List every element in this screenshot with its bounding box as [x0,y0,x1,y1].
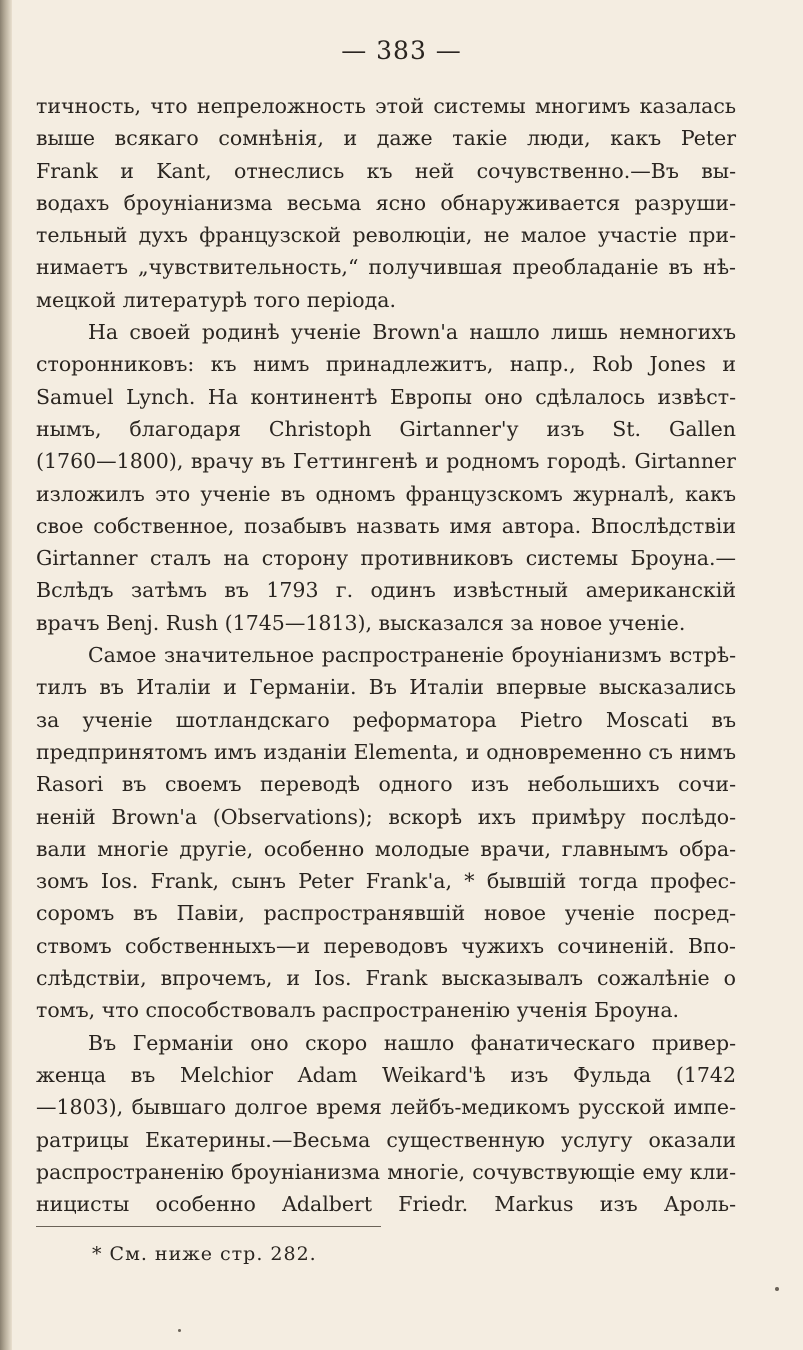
text-line: слѣдствіи, впрочемъ, и Ios. Frank высказывалъ сожалѣніе о [36,966,736,991]
text-line: распространенію броуніанизма многіе, сочувствующіе ему кли- [36,1159,736,1184]
text-line: Вслѣдъ затѣмъ въ 1793 г. одинъ извѣстный американскій [36,578,736,603]
text-line: нимаетъ „чувствительность,“ получившая преобладаніе въ нѣ- [36,255,736,280]
text-line: выше всякаго сомнѣнія, и даже такіе люди, какъ Peter [36,126,736,151]
footnote-divider [36,1226,381,1227]
paragraph-first-line: Въ Германіи оно скоро нашло фанатическаго привер- [88,1030,736,1055]
text-line: тилъ въ Италіи и Германіи. Въ Италіи впервые высказались [36,675,736,700]
text-line: Samuel Lynch. На континентѣ Европы оно сдѣлалось извѣст- [36,384,736,409]
text-line: —1803), бывшаго долгое время лейбъ-медикомъ русской импе- [36,1095,736,1120]
footnote: * См. ниже стр. 282. [92,1243,317,1265]
text-line: ствомъ собственныхъ—и переводовъ чужихъ сочиненій. Впо- [36,933,736,958]
text-line: томъ, что способствовалъ распространенію ученія Броуна. [36,998,680,1023]
text-line: за ученіе шотландскаго реформатора Pietro Moscati въ [36,707,736,732]
ink-speck [178,1329,181,1332]
text-line: (1760—1800), врачу въ Геттингенѣ и родномъ городѣ. Girtanner [36,449,736,474]
text-line: водахъ броуніанизма весьма ясно обнаруживается разруши- [36,190,736,215]
text-line: сторонниковъ: къ нимъ принадлежитъ, напр., Rob Jones и [36,352,736,377]
text-line: женца въ Melchior Adam Weikard'ѣ изъ Фульда (1742 [36,1062,736,1087]
text-line: мецкой литературѣ того періода. [36,287,396,312]
body-text [36,90,736,1220]
paragraph-first-line: Самое значительное распространеніе броуніанизмъ встрѣ- [88,643,736,668]
page-number-header: — 383 — [341,36,462,65]
text-line: тельный духъ французской революціи, не малое участіе при- [36,223,736,248]
text-line: вали многіе другіе, особенно молодые врачи, главнымъ обра- [36,836,736,861]
text-line: Frank и Kant, отнеслись къ ней сочувственно.—Въ вы- [36,158,736,183]
text-line: врачъ Benj. Rush (1745—1813), высказался за новое ученіе. [36,610,686,635]
text-line: ратрицы Екатерины.—Весьма существенную услугу оказали [36,1127,736,1152]
text-line: изложилъ это ученіе въ одномъ французскомъ журналѣ, какъ [36,481,736,506]
book-spine-shadow [0,0,12,1350]
ink-speck [775,1287,779,1291]
text-line: Rasori въ своемъ переводѣ одного изъ небольшихъ сочи- [36,772,736,797]
paragraph-first-line: На своей родинѣ ученіе Brown'а нашло лишь немногихъ [88,320,736,345]
text-line: неній Brown'а (Observations); вскорѣ ихъ примѣру послѣдо- [36,804,736,829]
text-line: зомъ Ios. Frank, сынъ Peter Frank'а, * бывшій тогда профес- [36,869,736,894]
text-line: свое собственное, позабывъ назвать имя автора. Впослѣдствіи [36,513,736,538]
text-line: нымъ, благодаря Christoph Girtanner'у изъ St. Gallen [36,416,736,441]
text-line: ницисты особенно Adalbert Friedr. Markus изъ Ароль- [36,1192,736,1217]
text-line: Girtanner сталъ на сторону противниковъ системы Броуна.— [36,546,736,571]
text-line: предпринятомъ имъ изданіи Elementa, и одновременно съ нимъ [36,739,736,764]
text-line: тичность, что непреложность этой системы многимъ казалась [36,94,736,118]
text-line: соромъ въ Павіи, распространявшій новое ученіе посред- [36,901,736,926]
